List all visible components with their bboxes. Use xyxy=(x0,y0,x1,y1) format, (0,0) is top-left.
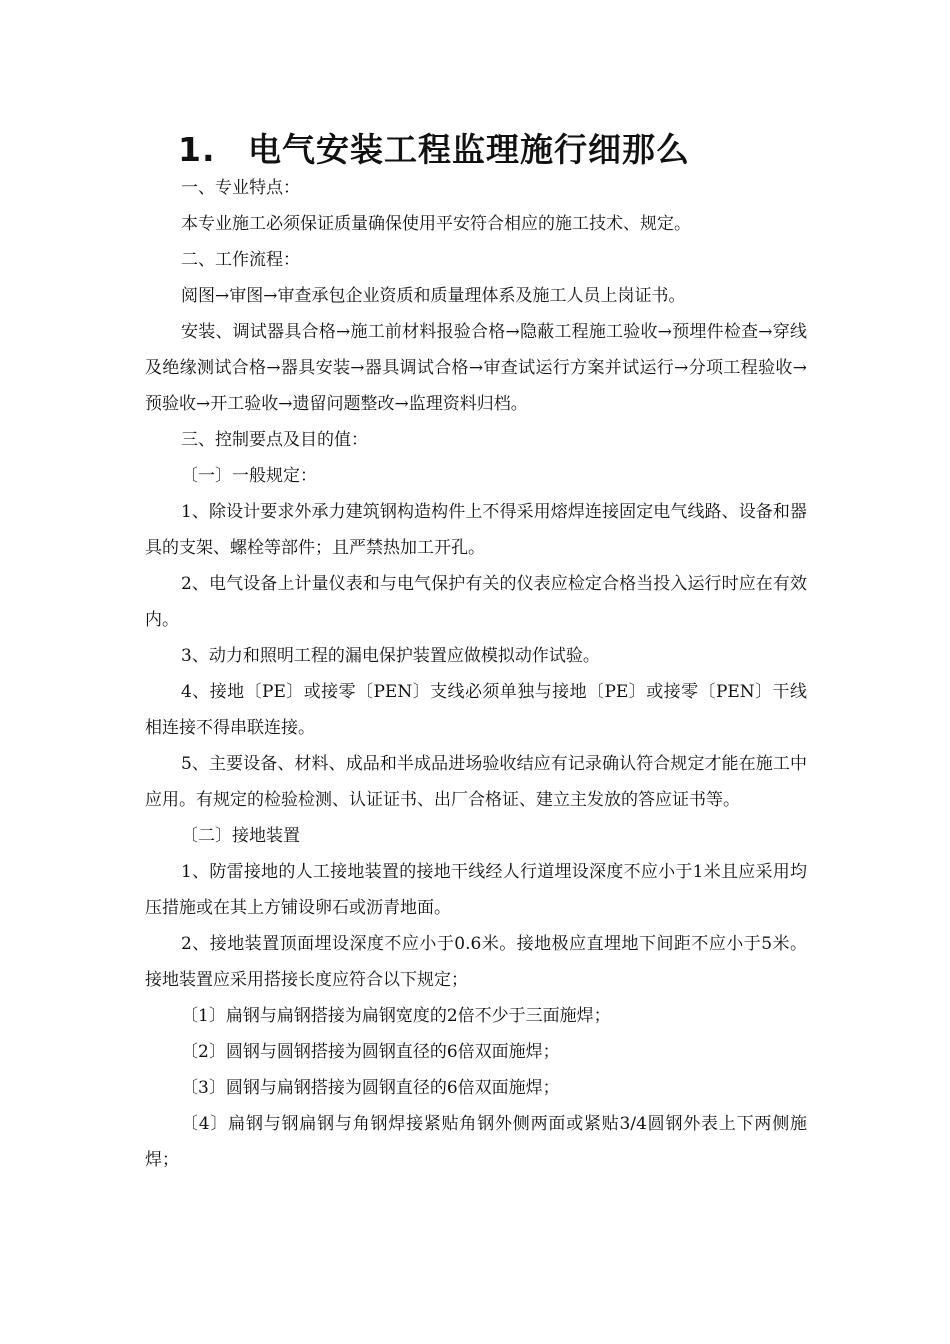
title-text: 电气安装工程监理施行细那么 xyxy=(248,130,690,169)
subsection-heading-grounding: 〔二〕接地装置 xyxy=(181,826,300,846)
section-heading-workflow: 二、工作流程： xyxy=(181,250,300,270)
list-item: 2、电气设备上计量仪表和与电气保护有关的仪表应检定合格当投入运行时应在有效内。 xyxy=(145,574,807,630)
document-title xyxy=(178,128,818,172)
list-item: 〔3〕圆钢与扁钢搭接为圆钢直径的6倍双面施焊； xyxy=(181,1078,560,1098)
list-item: 1、防雷接地的人工接地装置的接地干线经人行道埋设深度不应小于1米且应采用均压措施或在其上方铺设卵石或沥青地面。 xyxy=(145,862,807,918)
list-item: 1、除设计要求外承力建筑钢构造构件上不得采用熔焊连接固定电气线路、设备和器具的支架、螺栓等部件；且严禁热加工开孔。 xyxy=(145,502,807,558)
paragraph: 本专业施工必须保证质量确保使用平安符合相应的施工技术、规定。 xyxy=(181,214,691,234)
paragraph: 阅图→审图→审查承包企业资质和质量理体系及施工人员上岗证书。 xyxy=(181,286,686,306)
title-number: 1. xyxy=(178,130,216,169)
list-item: 〔2〕圆钢与圆钢搭接为圆钢直径的6倍双面施焊； xyxy=(181,1042,560,1062)
subsection-heading-general: 〔一〕一般规定： xyxy=(181,466,317,486)
document-body xyxy=(145,170,807,1178)
list-item: 〔4〕扁钢与钢扁钢与角钢焊接紧贴角钢外侧两面或紧贴3/4圆钢外表上下两侧施焊； xyxy=(145,1114,807,1170)
list-item: 3、动力和照明工程的漏电保护装置应做模拟动作试验。 xyxy=(181,646,600,666)
paragraph: 安装、调试器具合格→施工前材料报验合格→隐蔽工程施工验收→预埋件检查→穿线及绝缘测试合格→器具安装→器具调试合格→审查试运行方案并试运行→分项工程验收→预验收→开工验收→遗留问题整改→监理资料归档。 xyxy=(145,322,807,414)
list-item: 〔1〕扁钢与扁钢搭接为扁钢宽度的2倍不少于三面施焊； xyxy=(181,1006,611,1026)
section-heading-control-points: 三、控制要点及目的值： xyxy=(181,430,368,450)
list-item: 4、接地〔PE〕或接零〔PEN〕支线必须单独与接地〔PE〕或接零〔PEN〕干线相连接不得串联连接。 xyxy=(145,682,807,738)
list-item: 5、主要设备、材料、成品和半成品进场验收结应有记录确认符合规定才能在施工中应用。有规定的检验检测、认证证书、出厂合格证、建立主发放的答应证书等。 xyxy=(145,754,807,810)
section-heading-features: 一、专业特点： xyxy=(181,178,300,198)
list-item: 2、接地装置顶面埋设深度不应小于0.6米。接地极应直埋地下间距不应小于5米。接地装置应采用搭接长度应符合以下规定； xyxy=(145,934,807,990)
